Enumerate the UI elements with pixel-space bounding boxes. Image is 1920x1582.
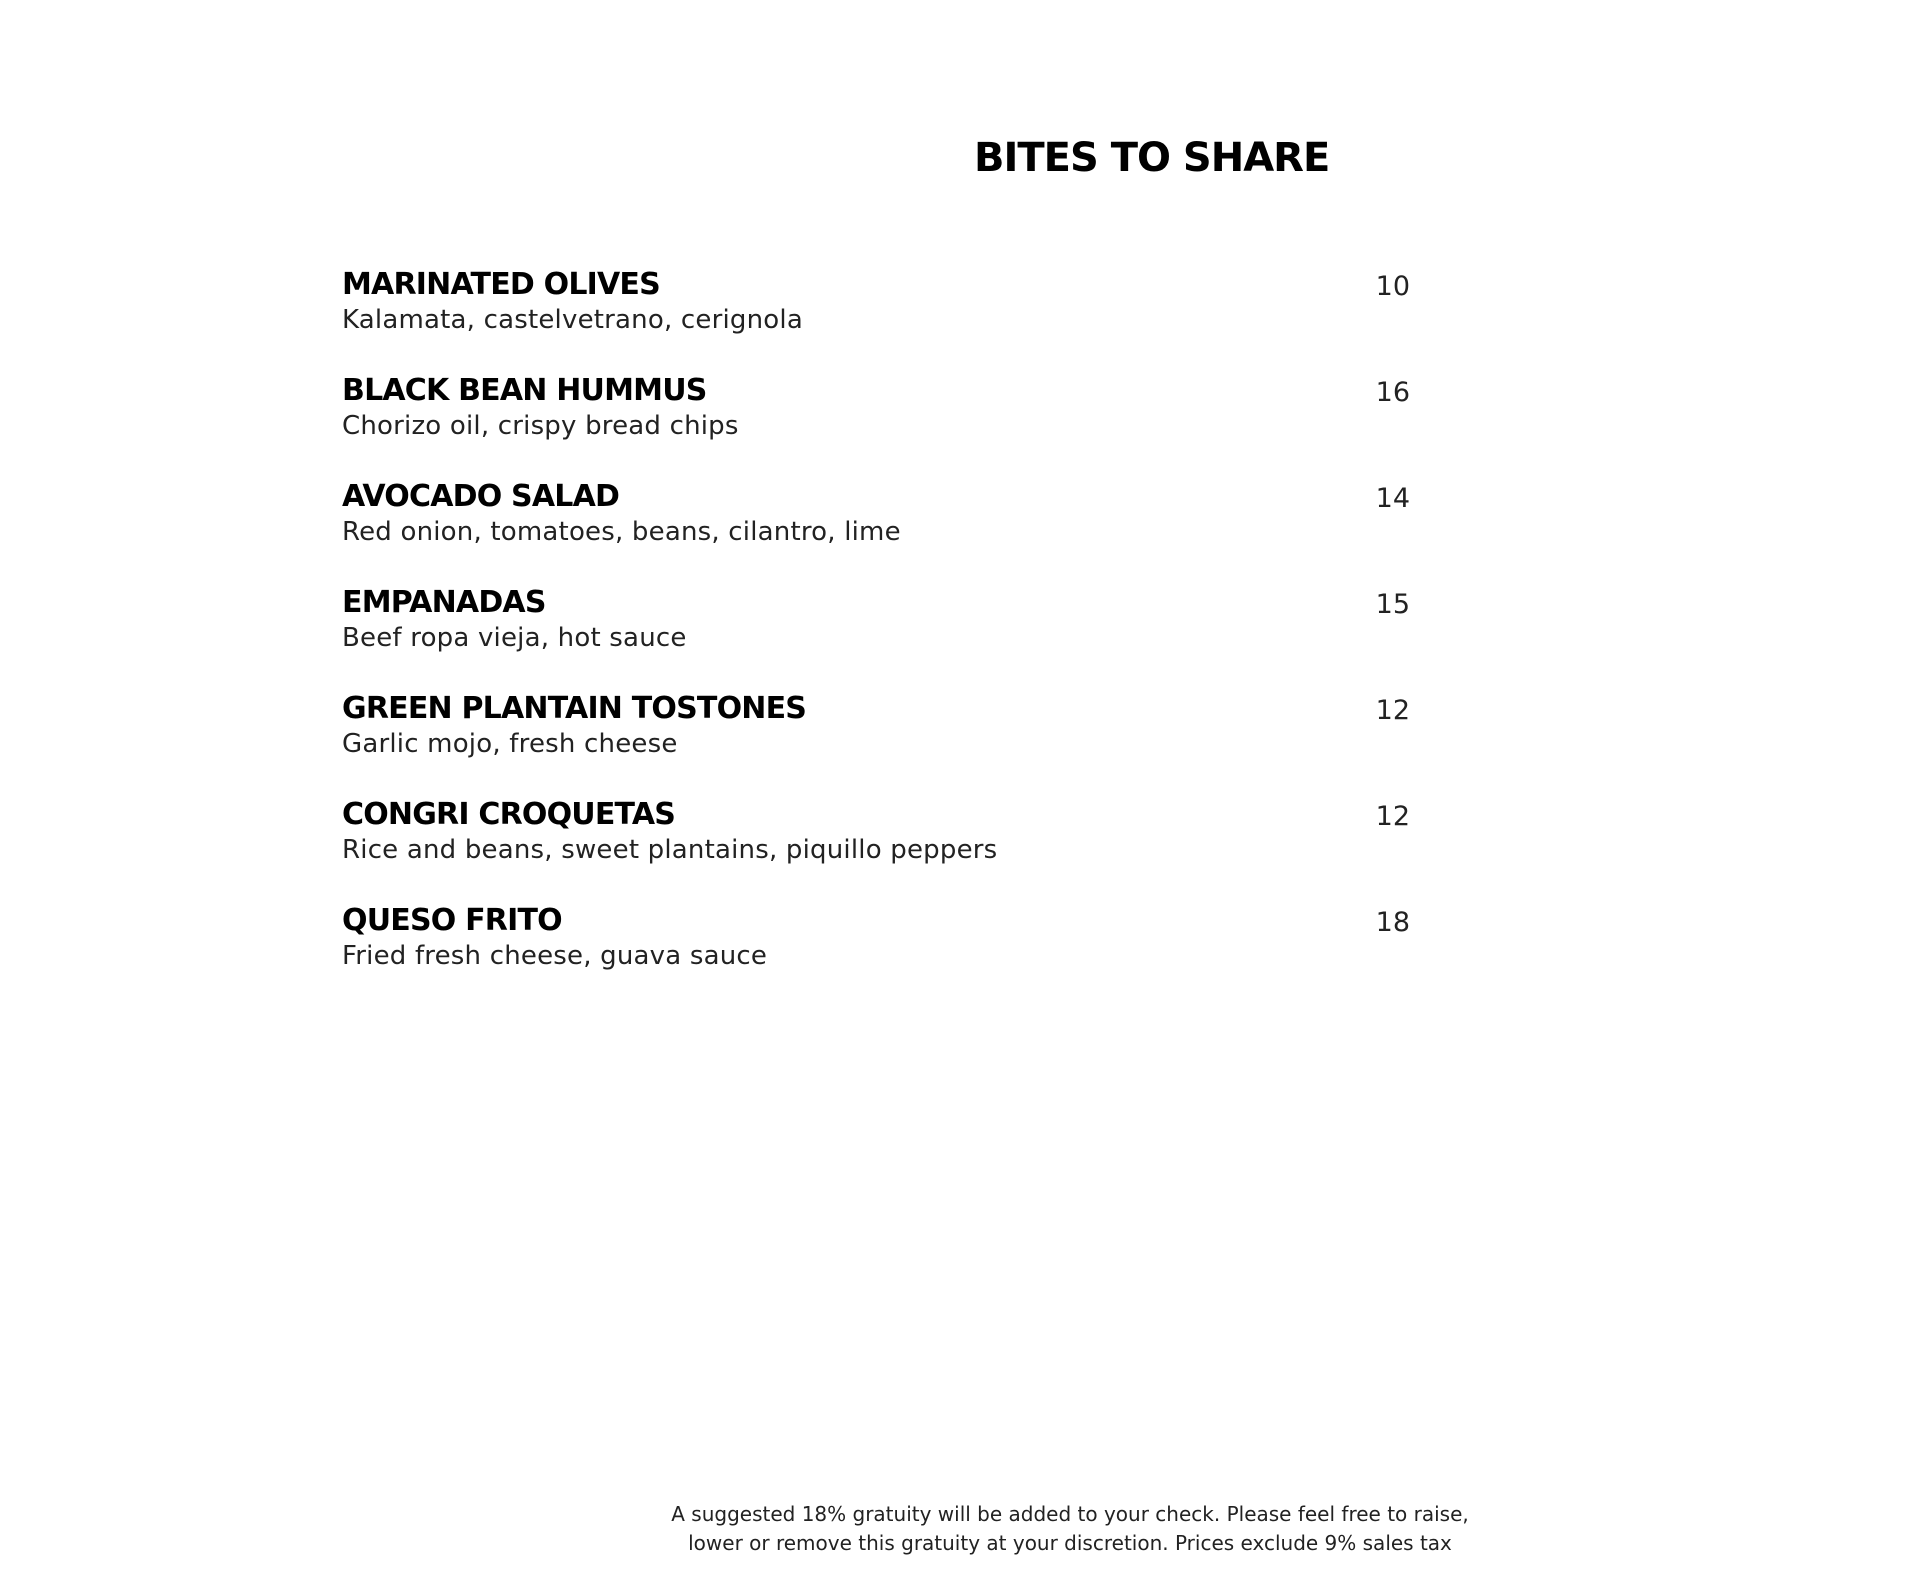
- item-description: Garlic mojo, fresh cheese: [342, 729, 678, 759]
- menu-list: [342, 268, 1410, 1010]
- item-description: Kalamata, castelvetrano, cerignola: [342, 305, 803, 335]
- item-price: 10: [1375, 271, 1410, 302]
- item-description: Rice and beans, sweet plantains, piquillo peppers: [342, 835, 998, 865]
- menu-item: [342, 904, 1410, 1010]
- item-name: GREEN PLANTAIN TOSTONES: [342, 691, 807, 726]
- item-description: Chorizo oil, crispy bread chips: [342, 411, 739, 441]
- item-price: 14: [1375, 483, 1410, 514]
- gratuity-note: [610, 1500, 1530, 1558]
- item-name: CONGRI CROQUETAS: [342, 797, 676, 832]
- item-description: Fried fresh cheese, guava sauce: [342, 941, 768, 971]
- menu-item: [342, 480, 1410, 586]
- section-title: BITES TO SHARE: [974, 135, 1330, 181]
- item-name: QUESO FRITO: [342, 903, 562, 938]
- menu-item: [342, 268, 1410, 374]
- item-description: Red onion, tomatoes, beans, cilantro, lime: [342, 517, 901, 547]
- menu-item: [342, 798, 1410, 904]
- item-description: Beef ropa vieja, hot sauce: [342, 623, 687, 653]
- menu-item: [342, 692, 1410, 798]
- item-name: EMPANADAS: [342, 585, 546, 620]
- item-price: 16: [1375, 377, 1410, 408]
- item-name: AVOCADO SALAD: [342, 479, 620, 514]
- item-price: 12: [1375, 695, 1410, 726]
- item-price: 12: [1375, 801, 1410, 832]
- menu-item: [342, 374, 1410, 480]
- menu-item: [342, 586, 1410, 692]
- item-name: MARINATED OLIVES: [342, 267, 660, 302]
- gratuity-note-line: A suggested 18% gratuity will be added to your check. Please feel free to raise,: [671, 1502, 1469, 1526]
- item-price: 15: [1375, 589, 1410, 620]
- item-price: 18: [1375, 907, 1410, 938]
- item-name: BLACK BEAN HUMMUS: [342, 373, 707, 408]
- gratuity-note-line: lower or remove this gratuity at your discretion. Prices exclude 9% sales tax: [688, 1531, 1452, 1555]
